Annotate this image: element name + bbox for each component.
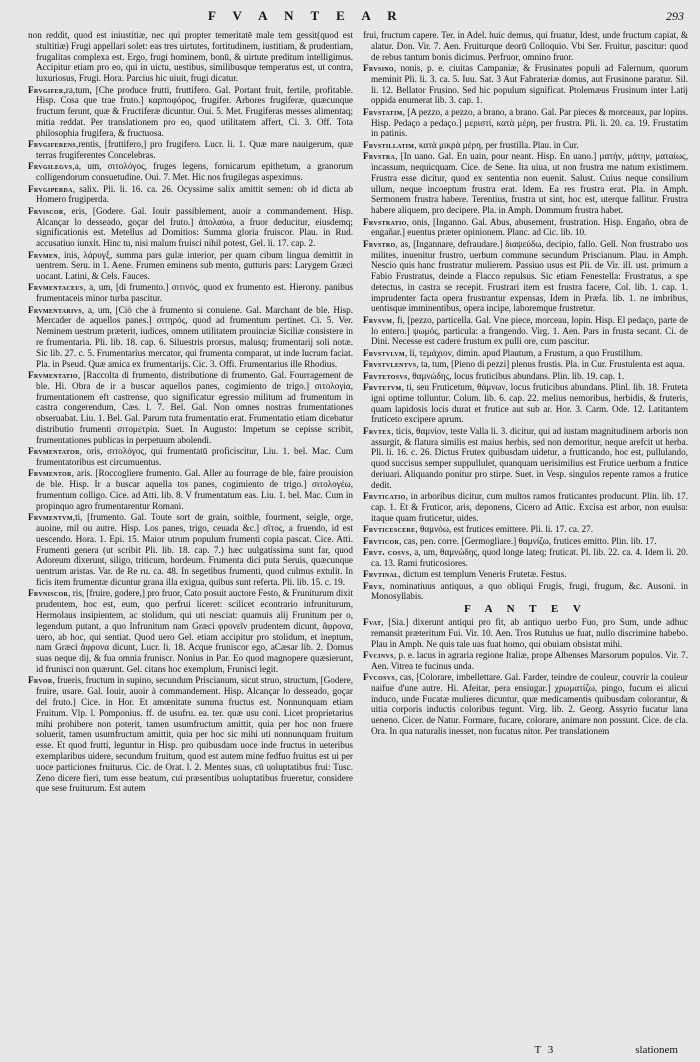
- headword: Frvticor: [363, 535, 400, 546]
- headword: Frvgiperda: [28, 183, 73, 194]
- entry-text: , [Raccolta di frumento, distributione di frumento. Gal. Fourragement de ble. Hi. Obra de ir a buscar aquellos panes, cogimiento de trigo.] σιτολογία, frumentationem eft castrense, quo significatur egressio militum ad frumentum in castra congerendum, Cæs. l. 7. Bel. Gal. Non omnes nostras frumentationes obseruabat. Liu. 1. Bel. Gal. Parum tuta frumentatio erat. Frumentatio etiam dicebatur distributio frumenti σιτομετρία. Suet. In Augusto: Impetum se cepisse scribit, frumentationes publicas in perpetuum abolendi.: [36, 370, 353, 445]
- signature-number: 3: [547, 1044, 556, 1056]
- headword: Frvtex: [363, 425, 392, 436]
- page-header: [28, 8, 688, 30]
- headword: Frvstvlentvs: [363, 359, 417, 370]
- dictionary-entry: [363, 151, 688, 216]
- dictionary-entry: [363, 217, 688, 239]
- dictionary-entry: [363, 371, 688, 382]
- right-column-entries-new-section: [363, 617, 688, 737]
- dictionary-entry: [363, 359, 688, 370]
- dictionary-entry: [363, 63, 688, 106]
- headword: Frvmentator: [28, 446, 80, 457]
- entry-text: non reddit, quod est iniustitiæ, nec qui propter temeritatē male tem gessit(quod est stultitiæ) Frugi appellari solet: eas tres uirtutes, fortitudinem, iustitiam, & prudentiam, frugalitas complexa est. Ergo, frugi hominem, bonū, & uirtute preditum intelligimus. Accipitur etiam pro eo, qui in uictu, uestibus, similibusque temperatus est, ut contra, luxuriosus, Frugi. Hora. Parcius hic uiuit, frugi dicatur.: [28, 30, 353, 84]
- entry-text: , ticis, θαμνίον, teste Valla li. 3. dicitur, qui ad iustam magnitudinem arboris non assurgit, & flatura similis est maius herbis, sed non demoritur, neque arefcit ut herba. Pli. li. 16. c. 26. Dictus Frutex quibusdam uidetur, a frutticando, hoc est, pullulando, quod succisus semper suppullulet, quanquam uerisimilius est Frutice uerbum a frutice deriuari. Aliquando ponitur pro stirpe. Suet. in Vesp. singulos repente ramos a frutice dedit.: [371, 425, 688, 490]
- headword: Frvstillatim: [363, 139, 415, 150]
- dictionary-entry: [28, 675, 353, 794]
- headword: Frvsino: [363, 62, 394, 73]
- entry-text: , nominatiuus antiquus, a quo obliqui Frugis, frugi, frugum, &c. Ausoni. in Monosyllabis.: [371, 580, 688, 602]
- headword: Frvmentaceus: [28, 282, 84, 293]
- entry-text: , ris, [fruire, godere,] pro fruor, Cato posuit auctore Festo, & Fruniturum dixit prudentem, hoc est, eum, quo perfrui liceret: scilicet econtrario infruniturum, Hermolaus insipientem, ac stolidum, qui uti nesciat: quamuis alij Frunitum per o, legendum putant, a quo Infrunitum nam Græci φρονεῖν prudentem dicunt, ἄφρονα, uero, ab hoc, qui sentiat. Quod uero Gel. etiam accipitur pro stolidum, et ineptum, nam Græci ἄφρονα dicunt, Lucr. li. 18. Acque fruniscor ego, aCæsar lib. 2. Domus suas neque dij, & fua omnia fruniscr. Nonius in Par. Eo quod magnopere quæsierunt, id frunisci non quærunt. Gel. citans hoc exemplum, Frunisci legit.: [36, 588, 353, 674]
- headword: Frvstro: [363, 238, 396, 249]
- headword: Frvtetosvs: [363, 370, 408, 381]
- dictionary-entry: [363, 382, 688, 425]
- headword: Fvcosvs: [363, 672, 396, 683]
- entry-text: frui, fructum capere. Ter. in Adel. huic demus, qui fruatur, Idest, unde fructum capiat, & alatur. Don. Vir. 7. Aen. Fruiturque deorū Colloquio. Vbi Ser. Fruitur, pascitur: quod de rebus tantum bonis dicimus. Perfruor, omnino fruor.: [363, 30, 688, 62]
- dictionary-entry: [28, 184, 353, 206]
- entry-text: , eris, [Godere. Gal. Iouir passiblement, auoir a commandement. Hisp. Alcançar lo desseado, goçar del fruto.] ἀπολαύω, a fruor deducitur, eiusdemq; significationis est. Metellus ad Domitios: Summa gloria fruiscor. Plau. in Rud. accusatiuo iunxit. Hinc tu, nisi malum fruisci nihil potest, Gel. li. 17. cap. 2.: [36, 205, 353, 249]
- entry-text: , oris, σιτολόγος, qui frumentatū proficiscitur, Liu. 1. bel. Mac. Cum frumentatoribus est circumuentus.: [36, 446, 353, 468]
- headword: Frvmentatio: [28, 370, 78, 381]
- entry-text: , li, τεμάχιον, dimin. apud Plautum, a Frustum, a quo Frustillum.: [404, 347, 643, 358]
- right-column-entries: [363, 30, 688, 602]
- entry-text: , ti, seu Fruticetum, θάμνων, locus fruticibus abundans. Plinl. lib. 18. Fruteta igni optime tolluntur. Colum. lib. 6. cap. 22. melius nemoribus, herbidis, & fruteris, quam lapidosis locis durat et frutice aut sub ar. Hor. 3. Carm. Ode. 12. Latitantem fruticeto excipere aprum.: [371, 382, 688, 425]
- entry-text: , a, um, [Ciò che à frumento si conuiene. Gal. Marchant de ble. Hisp. Mercader de aquellos panes.] σιτηρός, quod ad frumentum pertinet. Ci. 5. Ver. Neminem uestrum præterit, iudices, omnem utilitatem prouinciæ Siciliæ consistere in re frumentaria. Pli. lib. 18. cap. 6. Siluestris prorsus, malusq; frumentarij soli notæ. Sic lib. 27. c. 5. Frumentarius mercator, qui frumenta comparat, ut inde lucrum faciat. Pla. in Pseud. Quæ amica ex frumentarijs. Cic. 3. Offi. Frumentarius ille Rhodius.: [36, 304, 353, 369]
- signature-mark: [534, 1044, 555, 1056]
- headword: Frvmen: [28, 249, 58, 260]
- headword: Frvgifer: [28, 84, 64, 95]
- signature-letter: T: [534, 1044, 543, 1056]
- dictionary-entry: [363, 239, 688, 315]
- headword: Frvstatim: [363, 106, 403, 117]
- right-column: [363, 30, 688, 1035]
- entry-text: ,ti, [frumento. Gal. Toute sort de grain, soitble, fourment, seigle, orge, auoine, mil ou autre. Hisp. Los panes, trigo, ceuada &c.] σῖτος, a fruendo, id est uescendo. Hora. 1. Epi. 15. Maior utrum populum frumenti copia pascat. Cice. Atti. Frumenti genera (ut scribit Pli. lib. 18. cap. 7.) hæc uulgatissima sunt far, quod Adoreum dixerunt, siligo, triticum, hordeum. Frumenta dici puta Seruis, quæcunque uentrum aristas. Var. de Re ru. ca. 48. In segetibus frumenti, quod culmus extulit. In ficis item frumentæ dicuntur grana illa exigua, quibus sunt referta. Pli. lib. 15. c. 19.: [36, 512, 353, 587]
- dictionary-entry: [363, 547, 688, 569]
- headword: Frvticatio: [363, 491, 406, 502]
- dictionary-entry: [363, 491, 688, 523]
- dictionary-entry: [363, 581, 688, 603]
- text-columns: [28, 30, 688, 1035]
- page-footer: [428, 1044, 678, 1056]
- entry-text: , [Sia.] dixerunt antiqui pro fit, ab antiquo uerbo Fuo, pro Sum, unde adhuc remansit præteritum Fui. Vir. 10. Aen. Tros Rutulus ue fuat, nullo discrimine habebo. Plau in Amph. Ne quis tale uas fuat homo, qui obuiam obsistat mihi.: [371, 616, 688, 649]
- entry-text: , θαμνόω, est frutices emittere. Pli. li. 17. ca. 27.: [415, 524, 594, 535]
- entry-text: , [In uano. Gal. En uain, pour neant. Hisp. En uano.] ματήν, μάτην, ματαίως, incassum, nequicquam. Cice. de Sene. Ita uiua, ut non frustra me natum existimem. Frustra esse dicitur, quod ex sententia non euenit. Salust. Cuius neque consilium ullum, neque incoeptum frustra erat. Idem. Ea res frustra erat. Pla. in Amph. Sermonem frustra habere. Terentius, frustra ut sint, hoc est, uterque fallitur. Frustra habere aliquem, pro decipere. Pla. in Amph. Dommum frustra habet.: [371, 151, 688, 216]
- dictionary-entry: [363, 107, 688, 139]
- dictionary-entry: [363, 617, 688, 649]
- entry-text: , onis, [Inganno. Gal. Abus, abusement, frustration. Hisp. Engaño, obra de engañar.] euentus præter opinionem. Planc. ad Cic. lib. 10.: [371, 216, 688, 238]
- dictionary-entry: [28, 30, 353, 84]
- dictionary-entry: [28, 370, 353, 446]
- dictionary-entry: [28, 512, 353, 588]
- headword: Frvmentor: [28, 468, 72, 479]
- headword: Frvstratio: [363, 216, 407, 227]
- headword: Frvniscor: [28, 588, 69, 599]
- entry-text: , a, um, [di frumento.] σιτινός, quod ex frumento est. Hierony. panibus frumentaceis minor turba pascitur.: [36, 282, 353, 304]
- entry-text: , dictum est templum Veneris Frutetæ. Festus.: [398, 569, 567, 580]
- dictionary-entry: [363, 315, 688, 347]
- catchword: slationem: [635, 1044, 678, 1056]
- left-column: [28, 30, 353, 1035]
- headword: Frviscor: [28, 205, 64, 216]
- entry-text: , fi, [pezzo, particella. Gal. Vne piece, morceau, lopin. Hisp. El pedaço, parte de lo entero.] ψωμός, particula: a frangendo. Virg. 1. Aen. Pars in frusta secant. Ci. de Dini. Necesse est cadere frustum ex pulli ore, cum pascitur.: [371, 314, 688, 347]
- entry-text: , aris. [Roccogliere frumento. Gal. Aller au fourrage de ble, faire prouision de ble. Hisp. Ir a buscar aquella tos panes, cogimiento de trigo.] σιτολογέω, frumentum colligo. Cice. ad Atti. lib. 8. V frumentatum eas. Liu. 1. bel. Mac. Cum in propinquo agro frumentarentur Romani.: [36, 468, 353, 511]
- entry-text: , nonis, p. e. ciuitas Campaniæ, & Frusinates populi ad Falernum, quorum meminit Pli. li. 3. ca. 5. Iuu. Sat. 3 Aut Fabrateriæ domus, aut Frusinone paratur. Sil. li. 12. Bellator Frusino. Sed hic populum significat. Ptolemæus Frusinum inter Latij oppida enumerat lib. 3. cap. 1.: [371, 62, 688, 106]
- headword: Frvor: [28, 675, 53, 686]
- dictionary-entry: [363, 30, 688, 62]
- entry-text: , inis, λάρυγξ, summa pars gulæ interior, per quam cibum lingua demittit in uentrem. Seru. in 1. Aene. Frumen eminens sub mento, gutturis pars: Larygem Græci uocant. Latini, & Cels. Fauces.: [36, 249, 353, 282]
- headword: Frvstra: [363, 151, 396, 162]
- dictionary-entry: [28, 250, 353, 282]
- headword: Frvtetvm: [363, 382, 402, 393]
- entry-text: , κατὰ μικρὰ μέρη, per frustilla. Plau. in Cur.: [414, 139, 579, 150]
- dictionary-entry: [28, 282, 353, 304]
- dictionary-entry: [363, 672, 688, 737]
- headword: Frvmentarivs: [28, 304, 82, 315]
- entry-text: ,ra,tum, [Che produce frutti, fruttifero. Gal. Portant fruit, fertile, profitable. Hisp. Cosa que trae fruto.] καρποφόρος, frugifer. Arbores frugiferæ, quæcunque fructum ferunt, quæ & Fructiferæ dicuntur. Oui. 5. Met. Frugiferas messes alimentaq; mitia reddat. Per translationem pro eo, quod utilitatem affert, Ci. 3. Off. Tota philosophia frugifera, & fructuosa.: [36, 84, 353, 138]
- headword: Frvgilegvs: [28, 161, 73, 172]
- headword: Frvx: [363, 580, 383, 591]
- entry-text: , in arboribus dicitur, cum multos ramos fruticantes producunt. Plin. lib. 17. cap. 1. Et & Fruticor, aris, deponens, Cicero ad Attic. Excisa est arbor, non euulsa: itaque quam fruticetur, uides.: [371, 491, 688, 523]
- section-title: F A N T E V: [464, 603, 587, 616]
- dictionary-entry: [363, 569, 688, 580]
- entry-text: , cas, [Colorare, imbellettare. Gal. Farder, teindre de couleur, couvrir la couleur naifue d'une autre. Hi. Afeitar, pera ensiugar.] χρωματίζω, pingo, fucum ei alicui induco, unde Fucatæ mulieres dicuntur, quæ medicamentis quibusdam colorantur, & uitia corporis inductis coloribus tegunt. Virg. lib. 2. Georg. Assyrio fucatur lana ueneno. Cicer. de Natur. Formare, fucare, colorare, animare non possunt. Cice. de cla. Ora. In qua naturalis inesset, non fucatus nitor. Per translationem: [371, 672, 688, 737]
- headword: Frvticescere: [363, 524, 416, 535]
- dictionary-entry: [28, 446, 353, 468]
- dictionary-entry: [28, 206, 353, 249]
- entry-text: ,rentis, [fruttifero,] pro frugifero. Lucr. li. 1. Quæ mare nauigerum, quæ terras frugiferentes Concelebras.: [36, 139, 353, 160]
- entry-text: , salix. Pli. li. 16. ca. 26. Ocyssime salix amittit semen: ob id dicta ab Homero frugiperda.: [36, 183, 353, 205]
- entry-text: , [A pezzo, a pezzo, a brano, a brano. Gal. Par pieces & morceaux, par lopins. Hisp. Pedaço a pedaço.] μεριστί, κατὰ μέρη, per frustra. Pli. li. 20. ca. 19. Frustatim in patinis.: [371, 106, 688, 139]
- dictionary-entry: [363, 536, 688, 547]
- entry-text: , a, um, θαμνώδης, quod longe lateq; fruticat. Pl. lib. 22. ca. 4. Idem li. 20. ca. 13. Rami fruticosiores.: [371, 546, 688, 568]
- dictionary-entry: [363, 426, 688, 491]
- dictionary-entry: [363, 650, 688, 672]
- dictionary-entry: [28, 85, 353, 139]
- dictionary-entry: [28, 139, 353, 161]
- headword: Frvstvlvm: [363, 347, 405, 358]
- running-head: F V A N T E A R: [208, 8, 404, 23]
- entry-text: , p. e. lacus in agraria regione Italiæ, prope Albenses Marsorum populos. Vir. 7. Aen. Vitrea te fucinus unda.: [371, 649, 688, 671]
- headword: Frvgiferens: [28, 139, 77, 150]
- dictionary-entry: [28, 588, 353, 674]
- headword: Frvmentvm: [28, 512, 73, 523]
- dictionary-entry: [28, 161, 353, 183]
- entry-text: , as, [Ingannare, defraudare.] διαψεύδω, decipio, fallo. Gell. Non frustrabo uos milites, inuenitur frustro, uerbum commune secundum Priscianum. Plau. in Amph. Nescio quis hanc frustratur mulierem. Passiuo usus est Pli. de Vir. ill. ust. primum a Fabio Frustratus, deinde a Flacco repulsus. Sic etiam Fenestella: Frustratus, a spe detectus, in castra se recepit. Frustrari item est frustra facere, Col. lib. 1. cap. 1. imprudenter facta opera frustrantur expensas, Idem in Præfa. lib. 1. ne imbribus, uentisque imminentibus, opera incipe, laboremque frustretur.: [371, 238, 688, 314]
- entry-text: , θαμνώδης, locus fruticibus abundans. Plin. lib. 19. cap. 1.: [407, 370, 625, 381]
- headword: Fvat: [363, 616, 382, 627]
- headword: Frvsvm: [363, 314, 393, 325]
- entry-text: , frueris, fructum in supino, secundum Priscianum, sicut struo, structum, [Godere, fruire, usare. Gal. Iouir, auoir à commandement. Hisp. Alcançar lo desseado, goçar del fruto.] Cice. in Hor. Et amœnitate summa fructus est. Nonnunquam etiam Fruitum. Vlp. l. Pomponius. ff. de usufru. ea. ter. quæ usu coni. Licet proprietarius mihi prohibere non poterit, tamen usumfructum amittit, quia per hoc non fruere soluerit, tamen usumfructum amittit, quia per hoc sic mihi uti nonnunquam fruitum esse. Et quod frutti, leguntur in Hisp. pro quibusdam uoce inde fructus in ueteribus exemplaribus uidere, secundum fruitum, quod est autem mine fedfuo fruitus est ui per uoce particiones fruiturus. Cic. de Orat. l. 2. Mentes suas, cū uoluptatibus frui: Tusc. Zeno dicere fieri, tum esse beatum, cui præsentibus uoluptatibus frueretur, considere que sese fruiturum. Est autem: [36, 675, 353, 794]
- dictionary-entry: [363, 140, 688, 151]
- entry-text: , cas, pen. corre. [Germogliare.] θαμνίζω, frutices emitto. Plin. lib. 17.: [399, 535, 657, 546]
- entry-text: ,a, um, σιτολόγος, fruges legens, fornicarum epithetum, a granorum colligendorum consuetudine. Oui. 7. Met. Hic nos frugilegas aspeximus.: [36, 161, 353, 183]
- headword: Frvtinal: [363, 569, 399, 580]
- entry-text: , ta, tum, [Pieno di pezzi] plenus frustis. Pla. in Cur. Frustulenta est aqua.: [416, 359, 685, 370]
- headword: Fvcinvs: [363, 649, 394, 660]
- dictionary-entry: [363, 524, 688, 535]
- dictionary-entry: [28, 468, 353, 511]
- headword: Frvt. cosvs: [363, 546, 410, 557]
- dictionary-entry: [28, 305, 353, 370]
- page-number: 293: [666, 9, 684, 23]
- dictionary-entry: [363, 348, 688, 359]
